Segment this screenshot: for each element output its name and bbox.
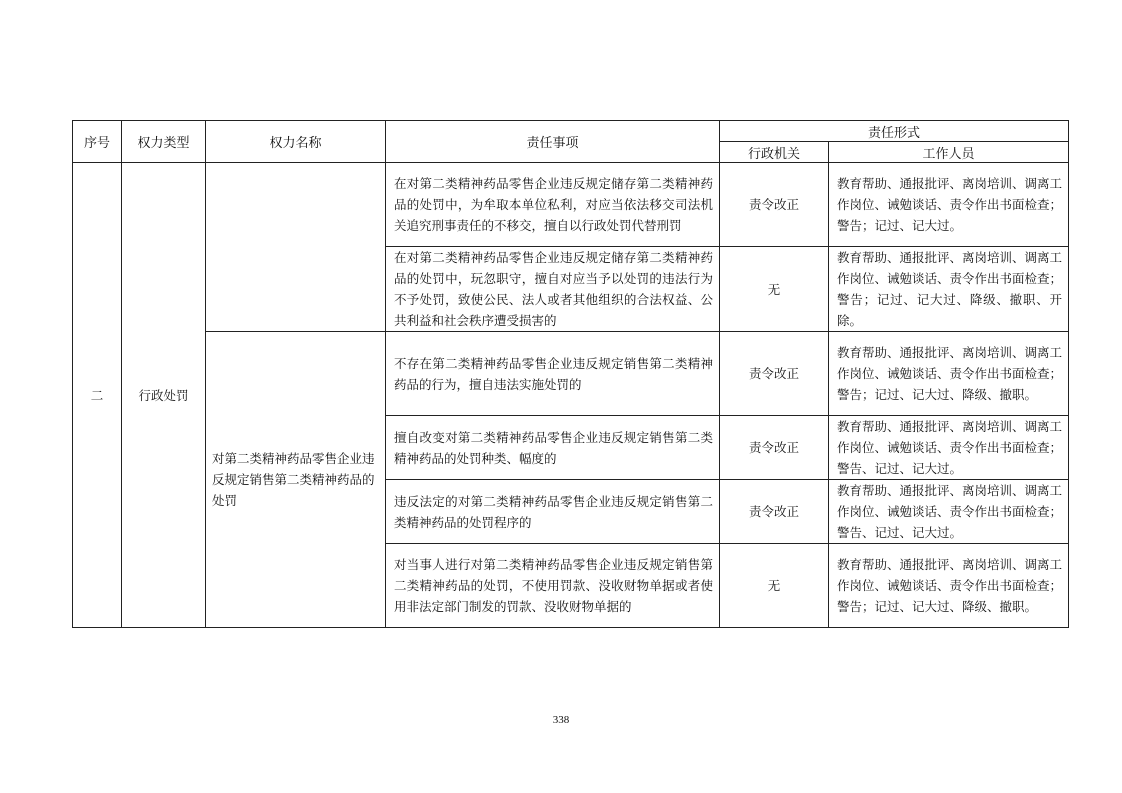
seq-cell: 二 bbox=[73, 163, 122, 628]
header-duty: 责任事项 bbox=[386, 121, 720, 163]
staff-cell: 教育帮助、通报批评、离岗培训、调离工作岗位、诫勉谈话、责令作出书面检查；警告、记过、记大过。 bbox=[829, 416, 1069, 480]
admin-cell: 责令改正 bbox=[720, 332, 829, 416]
staff-cell: 教育帮助、通报批评、离岗培训、调离工作岗位、诫勉谈话、责令作出书面检查；警告、记过、记大过。 bbox=[829, 480, 1069, 544]
admin-cell: 责令改正 bbox=[720, 480, 829, 544]
staff-cell: 教育帮助、通报批评、离岗培训、调离工作岗位、诫勉谈话、责令作出书面检查；警告；记过、记大过、降级、撤职。 bbox=[829, 544, 1069, 628]
admin-cell: 无 bbox=[720, 247, 829, 332]
table-row bbox=[73, 163, 1069, 247]
header-power-name: 权力名称 bbox=[206, 121, 386, 163]
responsibility-table bbox=[72, 120, 1069, 628]
table-row bbox=[73, 332, 1069, 416]
duty-cell: 在对第二类精神药品零售企业违反规定储存第二类精神药品的处罚中，玩忽职守，擅自对应当予以处罚的违法行为不予处罚，致使公民、法人或者其他组织的合法权益、公共利益和社会秩序遭受损害的 bbox=[386, 247, 720, 332]
staff-cell: 教育帮助、通报批评、离岗培训、调离工作岗位、诫勉谈话、责令作出书面检查；警告；记过、记大过。 bbox=[829, 163, 1069, 247]
duty-cell: 违反法定的对第二类精神药品零售企业违反规定销售第二类精神药品的处罚程序的 bbox=[386, 480, 720, 544]
duty-cell: 在对第二类精神药品零售企业违反规定储存第二类精神药品的处罚中，为牟取本单位私利，对应当依法移交司法机关追究刑事责任的不移交，擅自以行政处罚代替刑罚 bbox=[386, 163, 720, 247]
admin-cell: 无 bbox=[720, 544, 829, 628]
admin-cell: 责令改正 bbox=[720, 163, 829, 247]
duty-cell: 擅自改变对第二类精神药品零售企业违反规定销售第二类精神药品的处罚种类、幅度的 bbox=[386, 416, 720, 480]
header-power-type: 权力类型 bbox=[122, 121, 206, 163]
header-admin-org: 行政机关 bbox=[720, 142, 829, 163]
header-responsibility-form: 责任形式 bbox=[720, 121, 1069, 142]
power-name-cell-1 bbox=[206, 163, 386, 332]
duty-cell: 对当事人进行对第二类精神药品零售企业违反规定销售第二类精神药品的处罚，不使用罚款、没收财物单据或者使用非法定部门制发的罚款、没收财物单据的 bbox=[386, 544, 720, 628]
admin-cell: 责令改正 bbox=[720, 416, 829, 480]
staff-cell: 教育帮助、通报批评、离岗培训、调离工作岗位、诫勉谈话、责令作出书面检查；警告；记过、记大过、降级、撤职、开除。 bbox=[829, 247, 1069, 332]
header-seq: 序号 bbox=[73, 121, 122, 163]
header-staff: 工作人员 bbox=[829, 142, 1069, 163]
page-number: 338 bbox=[552, 714, 570, 726]
staff-cell: 教育帮助、通报批评、离岗培训、调离工作岗位、诫勉谈话、责令作出书面检查；警告；记过、记大过、降级、撤职。 bbox=[829, 332, 1069, 416]
duty-cell: 不存在第二类精神药品零售企业违反规定销售第二类精神药品的行为，擅自违法实施处罚的 bbox=[386, 332, 720, 416]
power-type-cell: 行政处罚 bbox=[122, 163, 206, 628]
power-name-cell-2: 对第二类精神药品零售企业违反规定销售第二类精神药品的处罚 bbox=[206, 332, 386, 628]
